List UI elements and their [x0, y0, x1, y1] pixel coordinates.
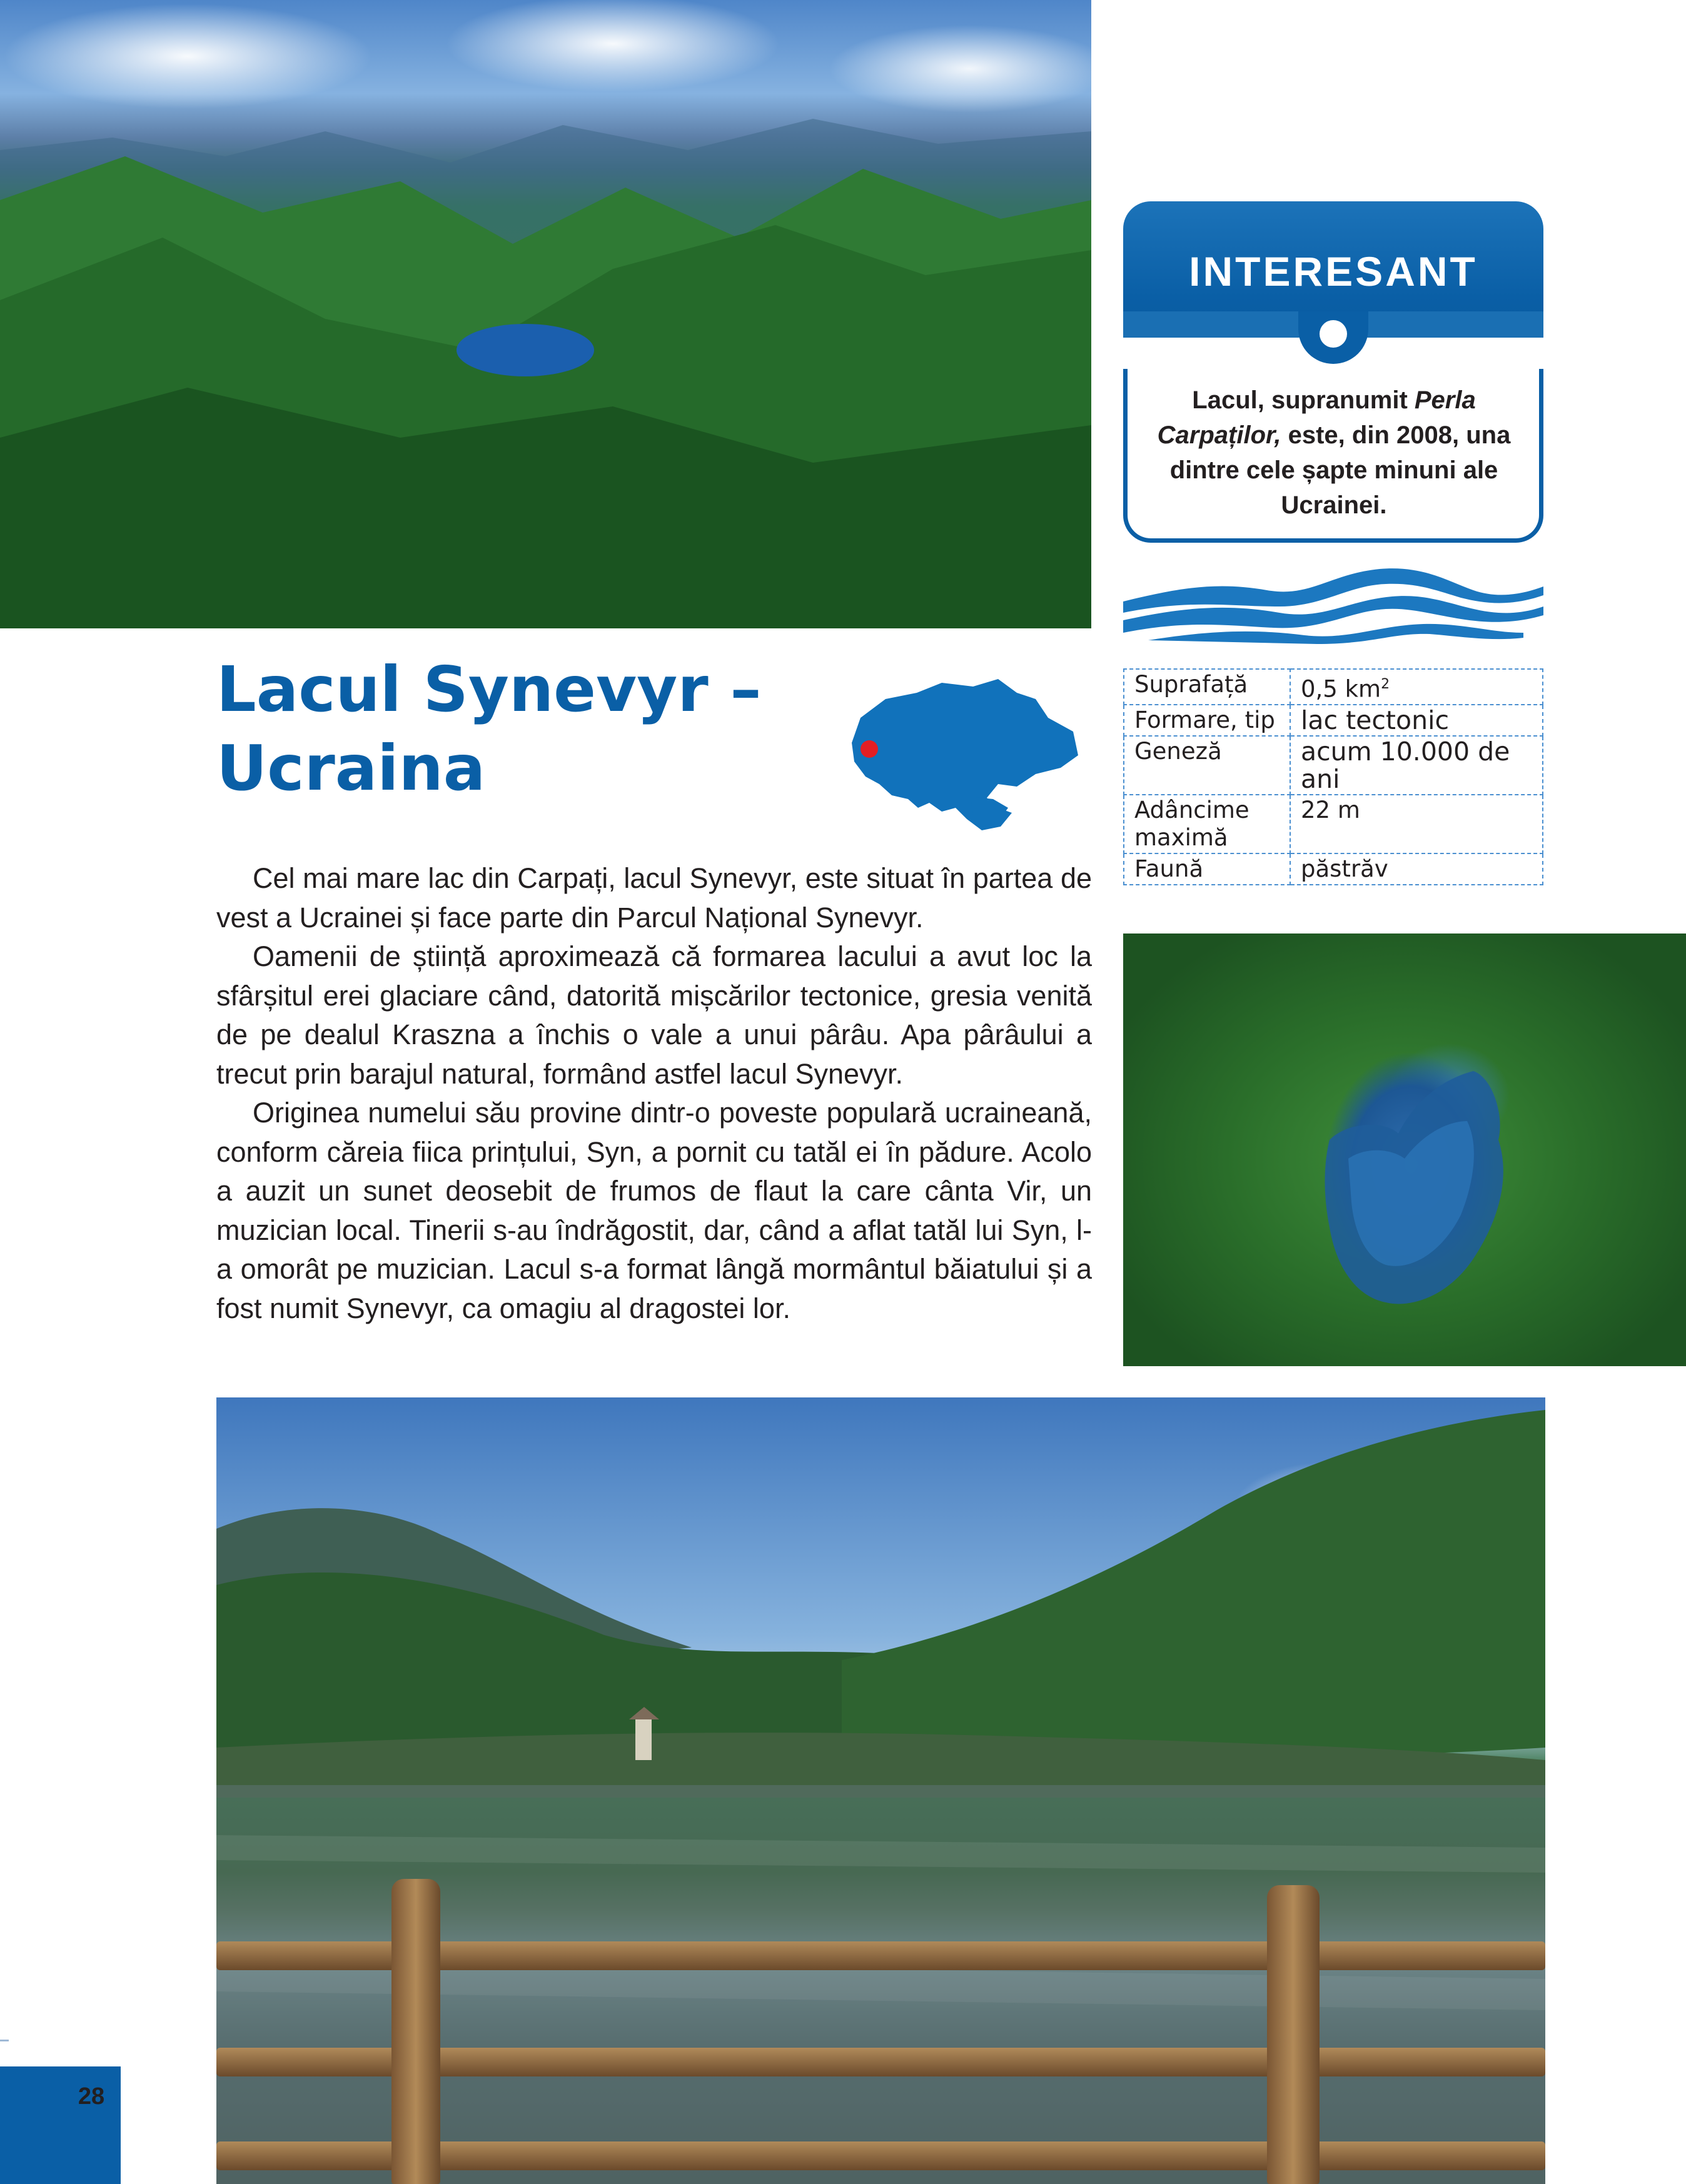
wave-icon — [1123, 563, 1543, 644]
fact-value: 22 m — [1290, 795, 1543, 853]
lake-shore-photo — [216, 1397, 1545, 2184]
fact-value: lac tectonic — [1290, 705, 1543, 736]
fact-value-text: 0,5 km — [1301, 675, 1381, 703]
pin-icon — [1298, 311, 1368, 364]
page-title-line-2: Ucraina — [216, 732, 486, 805]
interesting-fact-heading: INTERESANT — [1189, 248, 1478, 294]
paragraph: Cel mai mare lac din Carpați, lacul Synevyr, este situat în partea de vest a Ucrainei și face parte din Parcul Național Synevyr. — [216, 862, 1092, 933]
paragraph: Oamenii de știință aproximează că formarea lacului a avut loc la sfârșitul erei glaciare când, datorită mișcărilor tectonice, gresia venită de pe dealul Kraszna a închis o vale a unui pârâu. Apa pârâului a trecut prin barajul natural, formând astfel lacul Synevyr. — [216, 940, 1092, 1090]
fact-label: Geneză — [1124, 736, 1290, 795]
lake-aerial-photo — [0, 0, 1091, 628]
fence-post-right — [1267, 1885, 1320, 2184]
lake-location-marker — [861, 740, 878, 758]
page-title — [216, 650, 842, 808]
fact-text-start: Lacul, supranumit — [1192, 386, 1415, 414]
interesting-fact-text — [1140, 383, 1528, 523]
table-row — [1124, 795, 1543, 853]
paragraph: Originea numelui său provine dintr-o poveste populară ucraineană, conform căreia fiica prințului, Syn, a pornit cu tatăl ei în pădure. Acolo a auzit un sunet deosebit de frumos de flaut la care cânta Vir, un muzician local. Tinerii s-au îndrăgostit, dar, când a aflat tatăl lui Syn, l-a omorât pe muzician. Lacul s-a format lângă mormântul băiatului și a fost numit Synevyr, ca omagiu al dragostei lor. — [216, 1097, 1092, 1324]
fence-post-left — [391, 1879, 440, 2184]
fact-label: Formare, tip — [1124, 705, 1290, 736]
interesting-fact-body — [1123, 369, 1543, 543]
page-number: 28 — [78, 2083, 105, 2110]
lake-overhead-photo — [1123, 933, 1686, 1366]
lake-shape — [1123, 933, 1686, 1366]
table-row — [1124, 736, 1543, 795]
fact-text-end: este, din 2008, una dintre cele șapte minuni ale Ucrainei. — [1169, 421, 1511, 519]
article-body — [216, 859, 1092, 1328]
fact-value-exponent: 2 — [1381, 677, 1390, 692]
fact-value — [1290, 669, 1543, 705]
fact-value: păstrăv — [1290, 853, 1543, 885]
table-row — [1124, 705, 1543, 736]
interesting-fact-box — [1123, 201, 1543, 543]
ukraine-map-icon — [848, 674, 1081, 837]
fact-label: Suprafață — [1124, 669, 1290, 705]
table-row — [1124, 853, 1543, 885]
mountain-ridges — [0, 113, 1091, 628]
pin-dot — [1320, 320, 1347, 348]
facts-table — [1123, 668, 1543, 885]
fact-text-italic: Perla Carpaților, — [1157, 386, 1476, 449]
fact-value: acum 10.000 de ani — [1290, 736, 1543, 795]
margin-tick — [0, 2040, 9, 2041]
table-row — [1124, 669, 1543, 705]
fact-label: Adâncime maximă — [1124, 795, 1290, 853]
fact-label: Faună — [1124, 853, 1290, 885]
page-title-line-1: Lacul Synevyr – — [216, 653, 762, 726]
